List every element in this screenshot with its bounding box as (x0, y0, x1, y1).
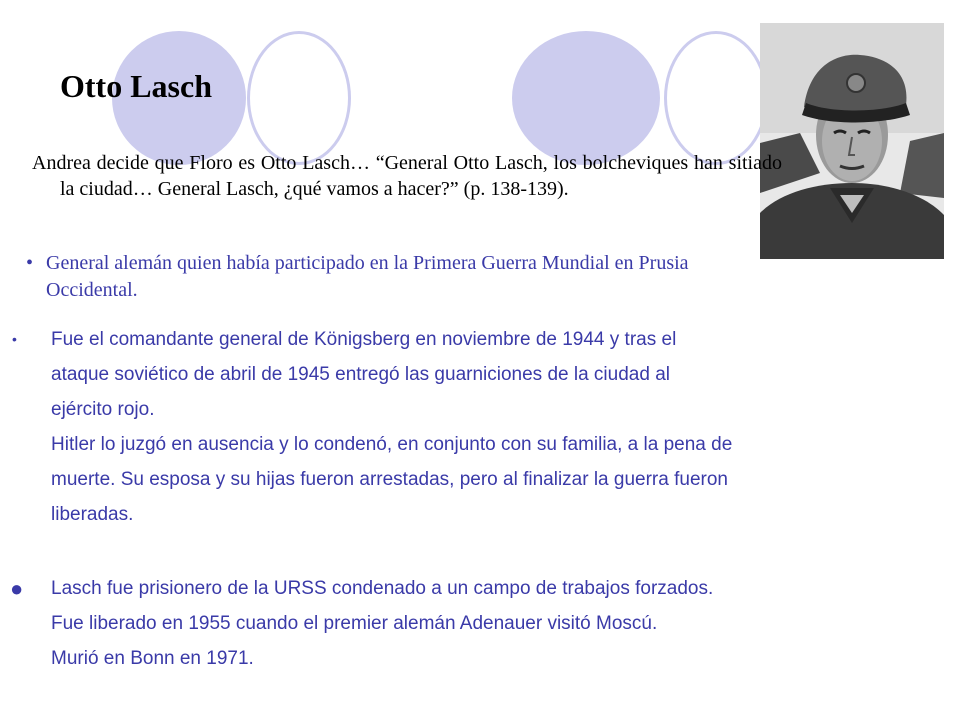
portrait-photo-icon (760, 23, 944, 259)
decorative-circle-ring-2 (664, 31, 768, 165)
bullet-konigsberg-command (10, 322, 960, 532)
bullet-line: muerte. Su esposa y su hijas fueron arrestadas, pero al finalizar la guerra fueron (51, 469, 728, 490)
bullet-line: Murió en Bonn en 1971. (51, 648, 254, 669)
slide-title: Otto Lasch (60, 68, 212, 104)
bullet-line: Hitler lo juzgó en ausencia y lo condenó, en conjunto con su familia, a la pena de (51, 434, 733, 455)
bullet-line: ataque soviético de abril de 1945 entregó las guarniciones de la ciudad al (51, 364, 670, 385)
bullet-text: General alemán quien había participado en la Primera Guerra Mundial en Prusia Occidental. (46, 252, 689, 301)
decorative-circle-filled-2 (512, 31, 660, 165)
bullet-dot-icon: • (12, 331, 17, 347)
bullet-dot-icon: ● (10, 576, 24, 601)
bullet-line: Fue el comandante general de Königsberg en noviembre de 1944 y tras el (51, 329, 677, 350)
decorative-circle-ring-1 (247, 31, 351, 165)
bullet-dot-icon: • (26, 252, 34, 274)
bullet-line: ejército rojo. (51, 399, 155, 420)
book-quote: Andrea decide que Floro es Otto Lasch… “General Otto Lasch, los bolcheviques han sitiado la ciudad… General Lasch, ¿qué vamos a hacer?” (p. 138-139). (32, 152, 782, 200)
bullet-line: Lasch fue prisionero de la URSS condenado a un campo de trabajos forzados. (51, 578, 714, 599)
bullet-line: liberadas. (51, 504, 134, 525)
bullet-ww1-service (26, 250, 726, 304)
bullet-prisoner-ussr (10, 571, 960, 676)
bullet-line: Fue liberado en 1955 cuando el premier alemán Adenauer visitó Moscú. (51, 613, 658, 634)
